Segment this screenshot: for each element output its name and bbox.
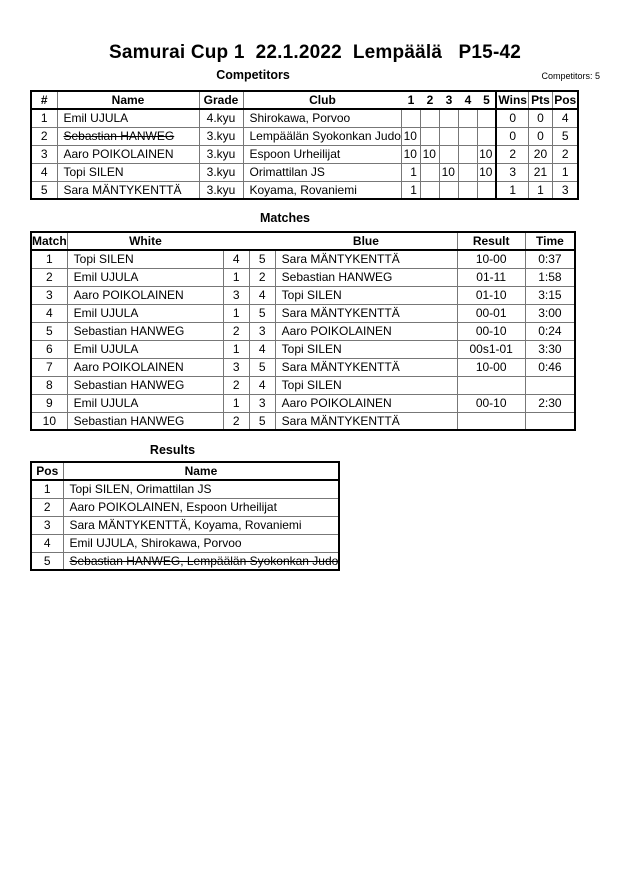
grid-cell-4: [458, 181, 477, 199]
blue-number: 3: [249, 394, 275, 412]
match-time: 1:58: [525, 268, 575, 286]
blue-name: Topi SILEN: [275, 340, 457, 358]
blue-number: 5: [249, 412, 275, 430]
grid-cell-1: [401, 109, 420, 127]
grid-cell-5: 10: [477, 145, 496, 163]
competitor-pos: 3: [552, 181, 578, 199]
match-time: 3:15: [525, 286, 575, 304]
col-result-pos: Pos: [31, 462, 63, 480]
competitor-club: Orimattilan JS: [243, 163, 401, 181]
competitor-club: Lempäälän Syokonkan Judo: [243, 127, 401, 145]
results-table: [30, 461, 340, 571]
competitor-pts: 0: [528, 109, 552, 127]
col-name: Name: [57, 91, 199, 109]
blue-number: 3: [249, 322, 275, 340]
white-name: Emil UJULA: [67, 394, 223, 412]
grid-cell-3: [439, 181, 458, 199]
white-name: Emil UJULA: [67, 268, 223, 286]
blue-name: Aaro POIKOLAINEN: [275, 394, 457, 412]
results-heading: Results: [149, 443, 196, 457]
competitor-pts: 0: [528, 127, 552, 145]
white-name: Aaro POIKOLAINEN: [67, 358, 223, 376]
matches-header-row: [31, 232, 575, 250]
competitor-grade: 4.kyu: [199, 109, 243, 127]
blue-name: Sara MÄNTYKENTTÄ: [275, 412, 457, 430]
competitor-row: [31, 127, 578, 145]
col-club: Club: [243, 91, 401, 109]
grid-cell-5: 10: [477, 163, 496, 181]
match-time: 3:00: [525, 304, 575, 322]
col-blue-num: [249, 232, 275, 250]
competitor-name: Sebastian HANWEG: [57, 127, 199, 145]
competitor-wins: 0: [496, 127, 528, 145]
match-number: 7: [31, 358, 67, 376]
grid-cell-1: 10: [401, 127, 420, 145]
competitor-grade: 3.kyu: [199, 181, 243, 199]
match-row: [31, 268, 575, 286]
match-number: 5: [31, 322, 67, 340]
grid-cell-2: [420, 181, 439, 199]
match-result: 00-10: [457, 322, 525, 340]
competitor-pts: 1: [528, 181, 552, 199]
blue-name: Topi SILEN: [275, 376, 457, 394]
col-blue: Blue: [275, 232, 457, 250]
grid-cell-2: [420, 163, 439, 181]
blue-number: 4: [249, 340, 275, 358]
competitor-number: 3: [31, 145, 57, 163]
grid-cell-3: [439, 127, 458, 145]
competitors-heading: Competitors: [216, 68, 290, 82]
match-number: 8: [31, 376, 67, 394]
col-opp5: 5: [477, 91, 496, 109]
blue-number: 5: [249, 250, 275, 268]
match-number: 4: [31, 304, 67, 322]
col-white-num: [223, 232, 249, 250]
result-pos: 1: [31, 480, 63, 498]
matches-heading: Matches: [259, 211, 311, 225]
competitor-wins: 1: [496, 181, 528, 199]
white-number: 4: [223, 250, 249, 268]
grid-cell-4: [458, 145, 477, 163]
competitor-wins: 0: [496, 109, 528, 127]
blue-name: Sara MÄNTYKENTTÄ: [275, 250, 457, 268]
col-grade: Grade: [199, 91, 243, 109]
result-row: [31, 552, 339, 570]
blue-name: Sara MÄNTYKENTTÄ: [275, 358, 457, 376]
competitor-grade: 3.kyu: [199, 127, 243, 145]
grid-cell-5: [477, 127, 496, 145]
grid-cell-5: [477, 181, 496, 199]
col-opp2: 2: [420, 91, 439, 109]
col-result: Result: [457, 232, 525, 250]
grid-cell-5: [477, 109, 496, 127]
grid-cell-1: 1: [401, 163, 420, 181]
match-row: [31, 250, 575, 268]
grid-cell-2: [420, 127, 439, 145]
white-number: 3: [223, 358, 249, 376]
competitors-table: [30, 90, 579, 200]
grid-cell-1: 10: [401, 145, 420, 163]
col-white: White: [67, 232, 223, 250]
blue-number: 4: [249, 376, 275, 394]
match-time: 3:30: [525, 340, 575, 358]
grid-cell-3: 10: [439, 163, 458, 181]
col-wins: Wins: [498, 93, 527, 107]
page-title: Samurai Cup 1 22.1.2022 Lempäälä P15-42: [108, 42, 522, 63]
col-number: #: [31, 91, 57, 109]
grid-cell-3: [439, 145, 458, 163]
result-pos: 5: [31, 552, 63, 570]
competitor-pts: 21: [528, 163, 552, 181]
white-name: Aaro POIKOLAINEN: [67, 286, 223, 304]
col-result-name: Name: [63, 462, 339, 480]
grid-cell-4: [458, 109, 477, 127]
match-number: 6: [31, 340, 67, 358]
match-result: 00-01: [457, 304, 525, 322]
grid-cell-2: 10: [420, 145, 439, 163]
white-number: 1: [223, 394, 249, 412]
match-result: 10-00: [457, 250, 525, 268]
blue-number: 5: [249, 304, 275, 322]
blue-name: Aaro POIKOLAINEN: [275, 322, 457, 340]
white-name: Emil UJULA: [67, 304, 223, 322]
white-number: 2: [223, 322, 249, 340]
result-pos: 3: [31, 516, 63, 534]
competitor-club: Espoon Urheilijat: [243, 145, 401, 163]
match-time: 0:46: [525, 358, 575, 376]
grid-cell-4: [458, 127, 477, 145]
match-row: [31, 304, 575, 322]
match-result: 10-00: [457, 358, 525, 376]
match-time: [525, 412, 575, 430]
match-result: [457, 376, 525, 394]
white-name: Sebastian HANWEG: [67, 412, 223, 430]
result-pos: 2: [31, 498, 63, 516]
competitor-pos: 4: [552, 109, 578, 127]
match-row: [31, 376, 575, 394]
white-number: 1: [223, 340, 249, 358]
result-row: [31, 498, 339, 516]
competitor-wins: 2: [496, 145, 528, 163]
competitor-name: Aaro POIKOLAINEN: [57, 145, 199, 163]
competitor-row: [31, 109, 578, 127]
result-pos: 4: [31, 534, 63, 552]
result-name: Sebastian HANWEG, Lempäälän Syokonkan Judo: [63, 552, 339, 570]
competitors-header-row: [31, 91, 578, 109]
white-number: 2: [223, 412, 249, 430]
blue-number: 4: [249, 286, 275, 304]
blue-number: 2: [249, 268, 275, 286]
competitor-name: Sara MÄNTYKENTTÄ: [57, 181, 199, 199]
blue-name: Sara MÄNTYKENTTÄ: [275, 304, 457, 322]
result-name: Topi SILEN, Orimattilan JS: [63, 480, 339, 498]
result-row: [31, 516, 339, 534]
match-number: 2: [31, 268, 67, 286]
match-row: [31, 412, 575, 430]
match-row: [31, 322, 575, 340]
col-opp4: 4: [458, 91, 477, 109]
match-row: [31, 394, 575, 412]
competitor-grade: 3.kyu: [199, 163, 243, 181]
competitors-count: Competitors: 5: [541, 71, 600, 81]
white-name: Emil UJULA: [67, 340, 223, 358]
competitor-pts: 20: [528, 145, 552, 163]
competitor-pos: 5: [552, 127, 578, 145]
match-number: 1: [31, 250, 67, 268]
match-result: 01-11: [457, 268, 525, 286]
competitor-row: [31, 145, 578, 163]
competitor-row: [31, 163, 578, 181]
match-result: 00s1-01: [457, 340, 525, 358]
match-result: 01-10: [457, 286, 525, 304]
match-number: 9: [31, 394, 67, 412]
match-row: [31, 358, 575, 376]
match-time: [525, 376, 575, 394]
blue-name: Topi SILEN: [275, 286, 457, 304]
col-pos: Pos: [552, 91, 578, 109]
col-pts: Pts: [528, 91, 552, 109]
competitor-grade: 3.kyu: [199, 145, 243, 163]
competitor-club: Shirokawa, Porvoo: [243, 109, 401, 127]
match-row: [31, 340, 575, 358]
competitor-pos: 1: [552, 163, 578, 181]
grid-cell-1: 1: [401, 181, 420, 199]
competitor-number: 2: [31, 127, 57, 145]
match-number: 10: [31, 412, 67, 430]
col-time: Time: [525, 232, 575, 250]
competitor-number: 5: [31, 181, 57, 199]
match-result: [457, 412, 525, 430]
result-name: Sara MÄNTYKENTTÄ, Koyama, Rovaniemi: [63, 516, 339, 534]
competitor-club: Koyama, Rovaniemi: [243, 181, 401, 199]
grid-cell-2: [420, 109, 439, 127]
match-row: [31, 286, 575, 304]
white-number: 1: [223, 268, 249, 286]
competitor-number: 1: [31, 109, 57, 127]
white-number: 2: [223, 376, 249, 394]
col-opp3: 3: [439, 91, 458, 109]
white-number: 1: [223, 304, 249, 322]
match-time: 0:24: [525, 322, 575, 340]
match-time: 0:37: [525, 250, 575, 268]
white-name: Topi SILEN: [67, 250, 223, 268]
match-number: 3: [31, 286, 67, 304]
white-name: Sebastian HANWEG: [67, 322, 223, 340]
blue-name: Sebastian HANWEG: [275, 268, 457, 286]
competitor-wins: 3: [496, 163, 528, 181]
col-match: Match: [32, 234, 67, 248]
results-header-row: [31, 462, 339, 480]
white-name: Sebastian HANWEG: [67, 376, 223, 394]
grid-cell-3: [439, 109, 458, 127]
result-name: Aaro POIKOLAINEN, Espoon Urheilijat: [63, 498, 339, 516]
competitor-pos: 2: [552, 145, 578, 163]
result-name: Emil UJULA, Shirokawa, Porvoo: [63, 534, 339, 552]
competitor-number: 4: [31, 163, 57, 181]
blue-number: 5: [249, 358, 275, 376]
result-row: [31, 480, 339, 498]
result-row: [31, 534, 339, 552]
competitor-name: Topi SILEN: [57, 163, 199, 181]
competitor-name: Emil UJULA: [57, 109, 199, 127]
white-number: 3: [223, 286, 249, 304]
col-opp1: 1: [401, 91, 420, 109]
match-result: 00-10: [457, 394, 525, 412]
grid-cell-4: [458, 163, 477, 181]
matches-table: [30, 231, 576, 431]
match-time: 2:30: [525, 394, 575, 412]
competitor-row: [31, 181, 578, 199]
